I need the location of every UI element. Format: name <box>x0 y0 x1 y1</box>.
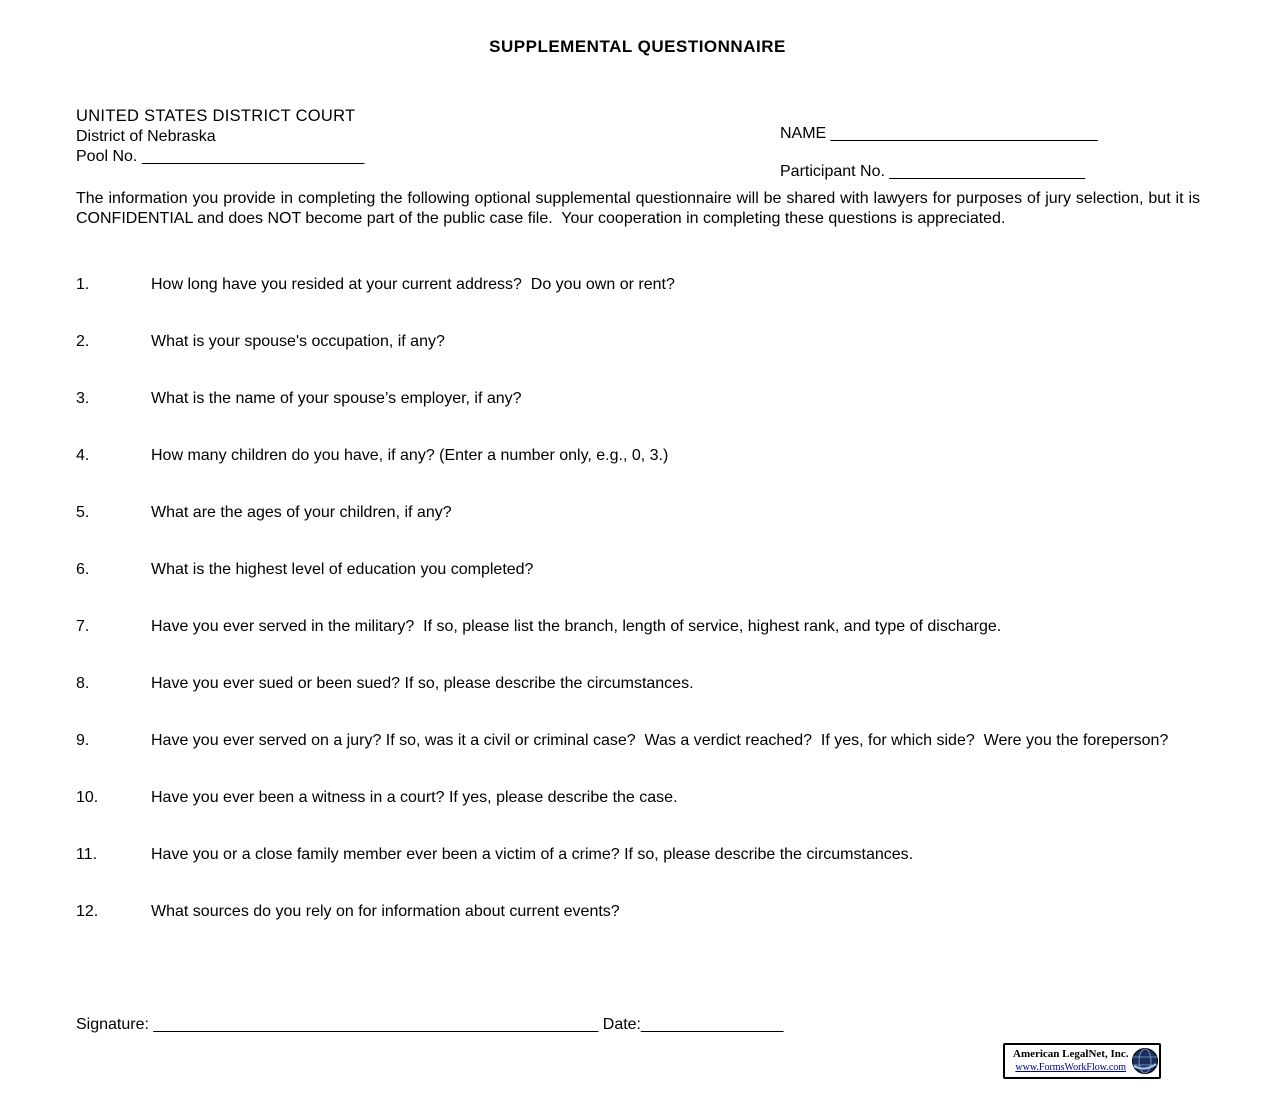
question-text: Have you or a close family member ever been a victim of a crime? If so, please describe the circumstances. <box>151 846 914 863</box>
question-text: Have you ever sued or been sued? If so, please describe the circumstances. <box>151 675 694 692</box>
question-row-5 <box>76 503 1182 523</box>
question-number: 1. <box>76 276 90 293</box>
question-list <box>76 275 1182 959</box>
question-row-2 <box>76 332 1182 352</box>
question-row-10 <box>76 788 1182 808</box>
question-number: 6. <box>76 561 90 578</box>
question-number: 8. <box>76 675 90 692</box>
question-number: 12. <box>76 903 99 920</box>
question-row-1 <box>76 275 1182 295</box>
name-label: NAME <box>780 125 831 142</box>
legalnet-company-name: American LegalNet, Inc. <box>1013 1048 1129 1060</box>
question-text: How long have you resided at your current address? Do you own or rent? <box>151 276 675 293</box>
pool-number-field[interactable]: _________________________ <box>141 148 365 165</box>
participant-number-label: Participant No. <box>780 163 890 180</box>
question-number: 7. <box>76 618 90 635</box>
participant-number-field[interactable]: ______________________ <box>889 163 1086 180</box>
question-row-9 <box>76 731 1182 751</box>
date-field[interactable]: ________________ <box>641 1016 784 1033</box>
signature-row <box>76 1016 783 1034</box>
question-text: What is your spouse's occupation, if any? <box>151 333 445 350</box>
signature-label: Signature: <box>76 1016 154 1033</box>
question-row-7 <box>76 617 1182 637</box>
question-row-8 <box>76 674 1182 694</box>
name-row <box>780 124 1098 143</box>
court-name: UNITED STATES DISTRICT COURT <box>76 107 356 125</box>
question-row-3 <box>76 389 1182 409</box>
question-row-4 <box>76 446 1182 466</box>
question-text: Have you ever been a witness in a court? If yes, please describe the case. <box>151 789 678 806</box>
signature-field[interactable]: __________________________________________________ <box>153 1016 599 1033</box>
question-text: What are the ages of your children, if any? <box>151 504 452 521</box>
question-number: 4. <box>76 447 90 464</box>
question-number: 11. <box>76 846 98 863</box>
globe-icon <box>1132 1048 1158 1074</box>
question-text: Have you ever served on a jury? If so, was it a civil or criminal case? Was a verdict reached? If yes, for which side? Were you the foreperson? <box>151 732 1169 749</box>
question-number: 5. <box>76 504 90 521</box>
identity-block <box>780 124 1098 181</box>
legalnet-badge-text <box>1013 1048 1128 1074</box>
question-text: What is the name of your spouse’s employer, if any? <box>151 390 522 407</box>
confidentiality-notice: The information you provide in completing the following optional supplemental questionnaire will be shared with lawyers for purposes of jury selection, but it is CONFIDENTIAL and does NOT become part of the public case file. Your cooperation in completing these questions is appreciated. <box>76 190 1205 227</box>
question-number: 2. <box>76 333 90 350</box>
question-row-6 <box>76 560 1182 580</box>
legalnet-badge <box>1003 1043 1161 1079</box>
document-header <box>76 107 1200 180</box>
question-number: 10. <box>76 789 99 806</box>
question-text: What is the highest level of education you completed? <box>151 561 534 578</box>
formsworkflow-link[interactable]: www.FormsWorkFlow.com <box>1015 1062 1127 1073</box>
page-title: SUPPLEMENTAL QUESTIONNAIRE <box>489 37 786 56</box>
question-number: 3. <box>76 390 90 407</box>
name-field[interactable]: ______________________________ <box>830 125 1098 142</box>
court-district: District of Nebraska <box>76 128 216 145</box>
participant-number-row <box>780 162 1098 181</box>
question-text: What sources do you rely on for information about current events? <box>151 903 620 920</box>
date-label: Date: <box>598 1016 641 1033</box>
question-text: How many children do you have, if any? (Enter a number only, e.g., 0, 3.) <box>151 447 669 464</box>
question-text: Have you ever served in the military? If so, please list the branch, length of service, highest rank, and type of discharge. <box>151 618 1002 635</box>
question-row-12 <box>76 902 1182 922</box>
pool-number-label: Pool No. <box>76 148 142 165</box>
question-number: 9. <box>76 732 90 749</box>
question-row-11 <box>76 845 1182 865</box>
